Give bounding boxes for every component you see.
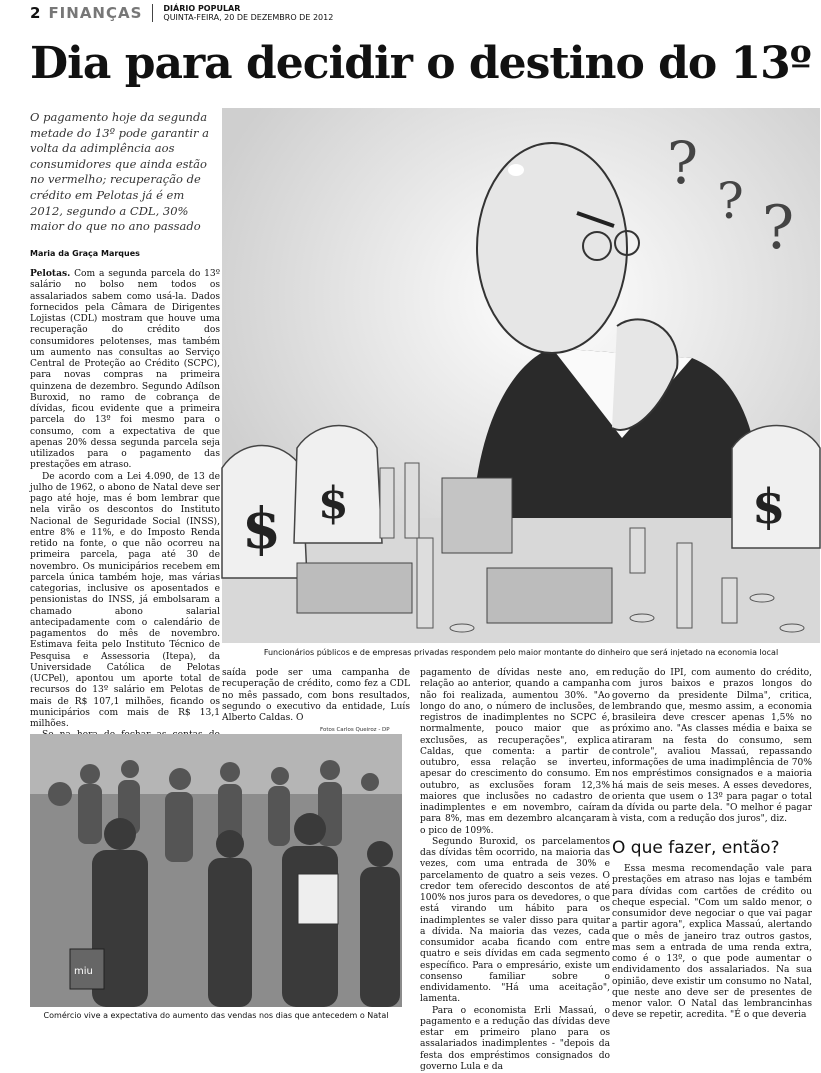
photo-credit: Fotos Carlos Queiroz - DP [320,727,390,733]
paragraph: Para o economista Erli Massaú, o pagamento e a redução das dívidas deve estar em primeiro plano para os assalariados inadimplentes - "depois da festa dos empréstimos consignados do governo Lula e da [420,1006,610,1073]
photo-caption: Comércio vive a expectativa do aumento das vendas nos dias que antecedem o Natal [30,1011,402,1020]
cash-stack [442,478,512,553]
cash-stack [297,563,412,613]
coin-stack [417,538,433,628]
headline: Dia para decidir o destino do 13º [30,34,820,94]
cash-stack [487,568,612,623]
article-column-3 [420,668,610,1073]
coin-stack [722,578,737,623]
dollar-sign-icon: $ [752,479,785,535]
coin [780,624,804,632]
paragraph [30,268,220,472]
section-name: FINANÇAS [48,4,142,22]
coin [450,624,474,632]
publication-name: DIÁRIO POPULAR [163,4,333,13]
paragraph: redução do IPI, com aumento do crédito, com juros baixos e prazos longos do governo da presidente Dilma", critica, lembrando que, mesmo assim, a economia brasileira deve crescer apenas 1,5% no próximo ano. "As classes média e baixa se atiraram na festa do consumo, sem controle", avaliou Massaú, repassando informações de uma inadimplência de 70% nos empréstimos consignados e a maioria há mais de seis meses. A esses devedores, orienta que usem o 13º para pagar o total da dívida ou parte dela. "O melhor é pagar à vista, com a redução dos juros", diz. [612,668,812,826]
article-column-1 [30,268,220,775]
subheading: O que fazer, então? [612,838,780,858]
publication-date: QUINTA-FEIRA, 20 DE DEZEMBRO DE 2012 [163,13,333,22]
coin [750,594,774,602]
deck: O pagamento hoje da segunda metade do 13º pode garantir a volta da adimplência aos consumidores que ainda estão no vermelho; recuperação de crédito em Pelotas já é em 2012, segundo a CDL, 30% maior do que no ano passado [30,110,220,235]
coin-stack [380,468,394,538]
article-column-4-continued [612,864,812,1022]
crowd-photo [30,734,402,1007]
byline: Maria da Graça Marques [30,249,140,258]
question-mark-icon: ? [762,193,794,263]
paragraph: Essa mesma recomendação vale para prestações em atraso nas lojas e também para dívidas com cartões de crédito ou cheque especial. "Com um saldo menor, o consumidor deve negociar o que vai pagar a partir agora", explica Massaú, alertando que o mês de janeiro traz outros gastos, mas sem a entrada de uma renda extra, como é o 13º, o que pode aumentar o endividamento dos assalariados. Na sua opinião, deve existir um consumo no Natal, que neste ano deve ser de presentes de menor valor. O Natal das lembrancinhas deve se repetir, acredita. "É o que deveria [612,864,812,1022]
head-highlight [508,164,524,176]
coin [630,614,654,622]
article-column-4 [612,668,812,826]
coin-stack [677,543,692,628]
question-mark-icon: ? [667,129,698,197]
paragraph: saída pode ser uma campanha de recuperação de crédito, como fez a CDL no mês passado, com bons resultados, segundo o executivo da entidade, Luís Alberto Caldas. O [222,668,410,724]
bag-logo: miu [74,966,93,977]
coin-stack [630,528,645,573]
paragraph-text: Com a segunda parcela do 13º salário no bolso nem todos os assalariados sabem como usá-la. Dados fornecidos pela Câmara de Dirigentes Lojistas (CDL) mostram que houve uma recuperação do crédito dos consumidores pelotenses, mas também um aumento nas consultas ao Serviço Central de Proteção ao Crédito (SCPC), para novas compras na primeira quinzena de dezembro. Segundo Adílson Buroxid, no ramo de cobrança de dívidas, ficou evidente que a primeira parcela do 13º foi mesmo para o consumo, com a expectativa de que apenas 20% dessa segunda parcela seja utilizados para o pagamento das prestações em atraso. [30,269,220,470]
paragraph: De acordo com a Lei 4.090, de 13 de julho de 1962, o abono de Natal deve ser pago até hoje, mas é bom lembrar que nela virão os descontos do Instituto Nacional de Seguridade Social (INSS), entre 8% e 11%, e do Imposto Renda retido na fonte, o que não ocorreu na primeira parcela, paga até 30 de novembro. Os municipários recebem em parcela única também hoje, mas várias categorias, inclusive os aposentados e pensionistas do INSS, já embolsaram a chamado abono salarial antecipadamente com o calendário de pagamentos do mês de novembro. Estimava feita pelo Instituto Técnico de Pesquisa e Assessoria (Itepa), da Universidade Católica de Pelotas (UCPel), apontou um aporte total de recursos do 13º salário em Pelotas de mais de R$ 107,1 milhões, ficando os municipários com mais de R$ 13,1 milhões. [30,472,220,731]
dollar-sign-icon: $ [318,478,349,529]
question-mark-icon: ? [717,172,744,230]
illustration-caption: Funcionários públicos e de empresas privadas respondem pelo maior montante do dinheiro que será injetado na economia local [222,648,820,657]
header-divider [152,4,153,22]
paragraph: pagamento de dívidas neste ano, em relação ao anterior, quando a campanha não foi realizada, aumentou 30%. "Ao longo do ano, o número de inclusões, de registros de inadimplentes no SCPC é, normalmente, pouco maior que as exclusões, as recuperações", explica Caldas, que comenta: a partir de outubro, essa relação se inverteu, apesar do crescimento do consumo. Em outubro, as exclusões foram 12,3% maiores que inclusões no cadastro de inadimplentes e em novembro, caíram para 8%, mas em dezembro alcançaram o pico de 109%. [420,668,610,837]
dateline: Pelotas. [30,268,70,279]
coin-stack [405,463,419,538]
character-head [477,143,627,353]
crowd-photo-art [30,734,402,1007]
page-header [30,4,810,22]
dollar-sign-icon: $ [242,496,281,562]
page-number: 2 [30,4,40,22]
shopping-bag-icon [298,874,338,924]
publication-info [163,4,333,22]
paragraph: Segundo Buroxid, os parcelamentos das dívidas têm ocorrido, na maioria das vezes, com uma entrada de 30% e parcelamento de quatro a seis vezes. O credor tem oferecido descontos de até 100% nos juros para os devedores, o que está virando um hábito para os inadimplentes se valer disso para quitar a dívida. Na maioria das vezes, cada consumidor acaba ficando com entre quatro e seis dívidas em cada segmento específico. Para o empresário, existe um consenso familiar sobre o endividamento. "Há uma aceitação", lamenta. [420,837,610,1006]
article-column-2 [222,668,410,724]
illustration-art [222,108,820,643]
illustration [222,108,820,643]
